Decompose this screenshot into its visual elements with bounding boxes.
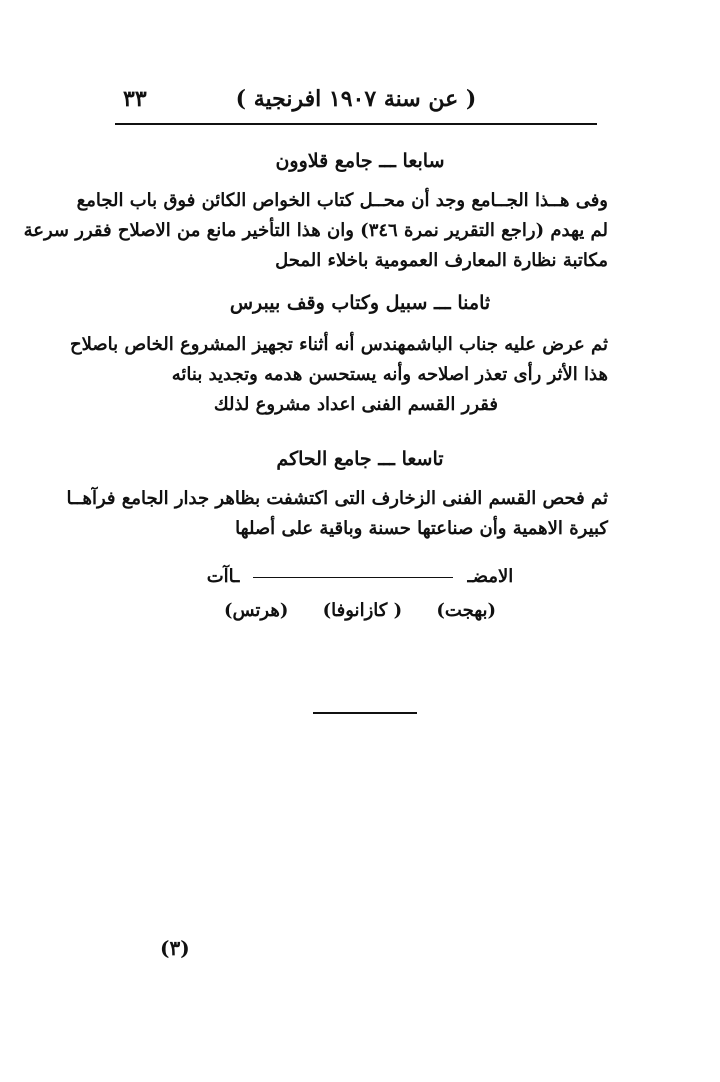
signatures-title-rule	[253, 577, 453, 578]
section-paragraph-9	[66, 484, 608, 544]
signature-name: (بهجت)	[436, 600, 497, 621]
section-paragraph-8	[69, 330, 608, 420]
paragraph-line: مكاتبة نظارة المعارف العمومية باخلاء المحل	[275, 250, 608, 271]
page-number: ٣٣	[123, 86, 147, 112]
signatures-names	[0, 600, 720, 621]
signatures-title-start: الامضـ	[467, 566, 514, 587]
section-heading-7: سابعا ـــ جامع قلاوون	[275, 150, 445, 172]
signatures-title	[0, 566, 720, 587]
end-divider	[313, 712, 417, 714]
paragraph-line: لم يهدم (راجع التقرير نمرة ٣٤٦) وان هذا التأخير مانع من الاصلاح فقرر سرعة	[23, 220, 608, 241]
header-divider	[115, 123, 597, 125]
header-title: ( عن سنة ١٩٠٧ افرنجية )	[235, 86, 477, 112]
paragraph-line: ثم فحص القسم الفنى الزخارف التى اكتشفت بظاهر جدار الجامع فرآهــا	[66, 488, 608, 509]
section-heading-9: تاسعا ـــ جامع الحاكم	[276, 448, 444, 470]
footer-mark: (٣)	[160, 936, 190, 960]
running-header	[115, 82, 597, 122]
paragraph-line: وفى هــذا الجــامع وجد أن محــل كتاب الخواص الكائن فوق باب الجامع	[76, 190, 608, 211]
paragraph-line: هذا الأثر رأى تعذر اصلاحه وأنه يستحسن هدمه وتجديد بنائه	[171, 364, 608, 385]
paragraph-line: كبيرة الاهمية وأن صناعتها حسنة وباقية على أصلها	[235, 518, 608, 539]
signature-name: (هرتس)	[223, 600, 289, 621]
section-paragraph-7	[23, 186, 608, 276]
signature-name: ( كازانوفا)	[322, 600, 403, 621]
paragraph-line: ثم عرض عليه جناب الباشمهندس أنه أثناء تجهيز المشروع الخاص باصلاح	[69, 334, 608, 355]
section-heading-8: ثامنا ـــ سبيل وكتاب وقف بيبرس	[229, 292, 491, 314]
signatures-title-end: ـاآت	[206, 566, 240, 587]
paragraph-line: فقرر القسم الفنى اعداد مشروع لذلك	[213, 394, 498, 415]
